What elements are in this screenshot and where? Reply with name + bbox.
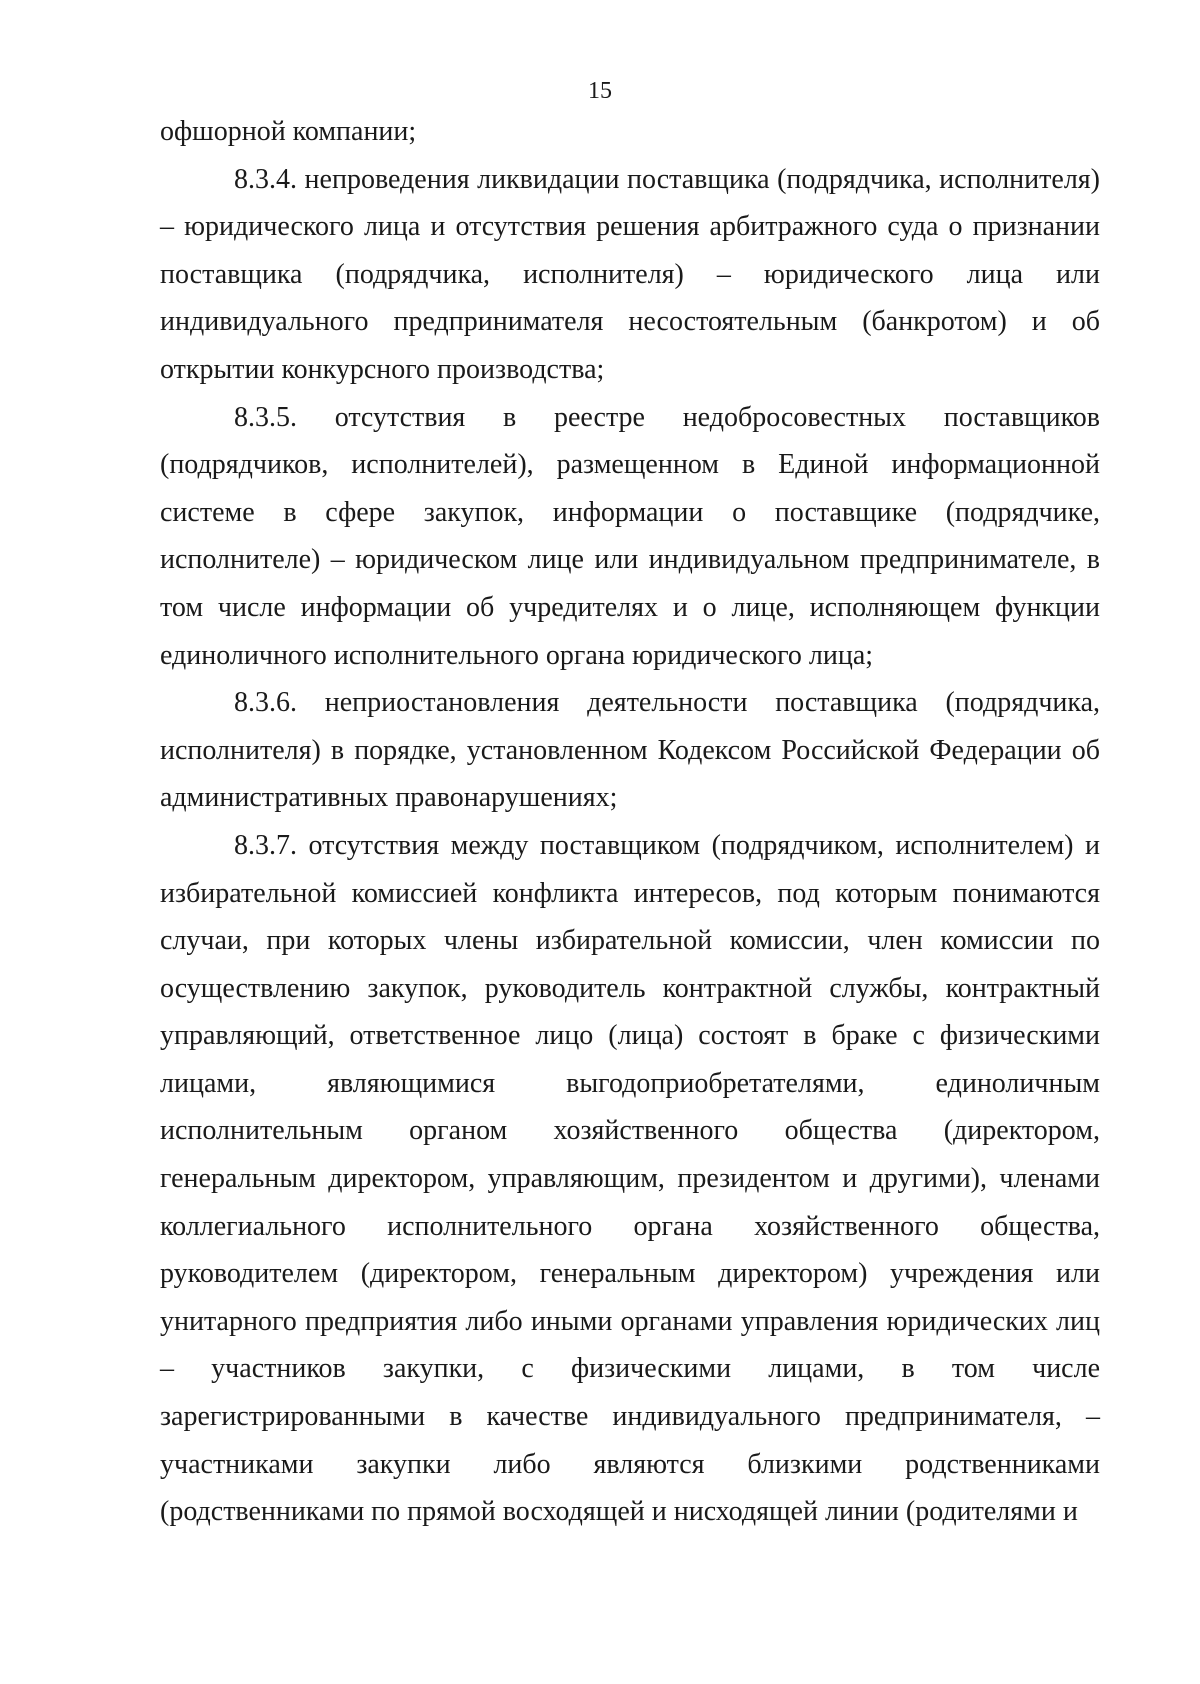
paragraph-8-3-5: 8.3.5. отсутствия в реестре недобросовестных поставщиков (подрядчиков, исполнителей), размещенном в Единой информационной системе в сфере закупок, информации о поставщике (подрядчике, исполнителе) – юридическом лице или индивидуальном предпринимателе, в том числе информации об учредителях и о лице, исполняющем функции единоличного исполнительного органа юридического лица; <box>160 401 1100 671</box>
paragraph-8-3-7: 8.3.7. отсутствия между поставщиком (подрядчиком, исполнителем) и избирательной комиссией конфликта интересов, под которым понимаются случаи, при которых члены избирательной комиссии, член комиссии по осуществлению закупок, руководитель контрактной службы, контрактный управляющий, ответственное лицо (лица) состоят в браке с физическими лицами, являющимися выгодоприобретателями, единоличным исполнительным органом хозяйственного общества (директором, генеральным директором, управляющим, президентом и другими), членами коллегиального исполнительного органа хозяйственного общества, руководителем (директором, генеральным директором) учреждения или унитарного предприятия либо иными органами управления юридических лиц – участников закупки, с физическими лицами, в том числе зарегистрированными в качестве индивидуального предпринимателя, – участниками закупки либо являются близкими родственниками (родственниками по прямой восходящей и нисходящей линии (родителями и <box>160 829 1100 1528</box>
document-body <box>160 108 1100 1536</box>
paragraph-offshore-continuation: офшорной компании; <box>160 116 417 147</box>
paragraph-8-3-6: 8.3.6. неприостановления деятельности поставщика (подрядчика, исполнителя) в порядке, установленном Кодексом Российской Федерации об административных правонарушениях; <box>160 687 1100 814</box>
page-number: 15 <box>588 78 612 104</box>
paragraph-8-3-4: 8.3.4. непроведения ликвидации поставщика (подрядчика, исполнителя) – юридического лица и отсутствия решения арбитражного суда о признании поставщика (подрядчика, исполнителя) – юридического лица или индивидуального предпринимателя несостоятельным (банкротом) и об открытии конкурсного производства; <box>160 163 1100 385</box>
